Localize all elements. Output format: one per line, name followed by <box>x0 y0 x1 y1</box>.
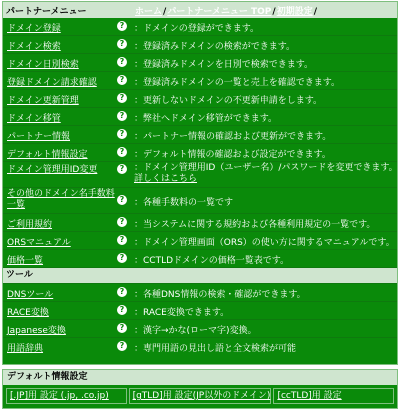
menu-desc: ：登録済みドメインの検索ができます。 <box>134 42 296 52</box>
default-info-link[interactable]: デフォルト情報設定 <box>7 150 88 160</box>
menu-row-ors-manual <box>3 232 397 250</box>
tool-desc: ：各種DNS情報の検索・確認ができます。 <box>134 290 306 300</box>
domain-register-link[interactable]: ドメイン登録 <box>7 24 61 34</box>
help-icon[interactable]: ? <box>117 341 127 351</box>
help-icon[interactable]: ? <box>117 93 127 103</box>
tools-section-title: ツール <box>3 268 397 284</box>
menu-row-domain-search <box>3 36 397 54</box>
partner-info-link[interactable]: パートナー情報 <box>7 132 71 142</box>
menu-desc: ：登録済みドメインを日別で検索できます。 <box>134 60 314 70</box>
menu-row-default-info <box>3 144 397 162</box>
ors-manual-link[interactable]: ORSマニュアル <box>7 238 71 248</box>
menu-row-terms <box>3 214 397 232</box>
help-icon[interactable]: ? <box>117 195 127 205</box>
menu-desc: ：CCTLDドメインの価格一覧表です。 <box>134 256 290 266</box>
menu-row-billing-check <box>3 72 397 90</box>
renewal-management-link[interactable]: ドメイン更新管理 <box>7 96 79 106</box>
help-icon[interactable]: ? <box>117 57 127 67</box>
race-convert-link[interactable]: RACE変換 <box>7 308 49 318</box>
japanese-convert-link[interactable]: Japanese変換 <box>7 326 66 336</box>
menu-desc: ：ドメイン管理画面（ORS）の使い方に関するマニュアルです。 <box>134 238 395 248</box>
help-icon[interactable]: ? <box>117 235 127 245</box>
menu-row-price-list <box>3 250 397 268</box>
menu-desc <box>134 163 398 185</box>
menu-row-renewal <box>3 90 397 108</box>
help-icon[interactable]: ? <box>117 21 127 31</box>
menu-desc: ：各種手数料の一覧です <box>134 198 234 208</box>
menu-row-domain-register <box>3 18 397 36</box>
tool-row-dns <box>3 284 397 302</box>
help-icon[interactable]: ? <box>117 147 127 157</box>
nav-initial-settings-link[interactable]: 初期設定 <box>276 7 313 17</box>
help-icon[interactable]: ? <box>117 39 127 49</box>
menu-desc: ：弊社へドメイン移管ができます。 <box>134 114 278 124</box>
glossary-link[interactable]: 用語辞典 <box>7 344 44 354</box>
partner-menu-panel <box>2 1 398 365</box>
menu-desc: ：デフォルト情報の確認および設定ができます。 <box>134 150 331 160</box>
default-settings-title: デフォルト情報設定 <box>3 370 397 385</box>
domain-daily-search-link[interactable]: ドメイン日別検索 <box>7 60 79 70</box>
help-icon[interactable]: ? <box>117 287 127 297</box>
nav-home-link[interactable]: ホーム <box>135 7 163 17</box>
menu-desc: ：登録済みドメインの一覧と売上を確認できます。 <box>134 78 341 88</box>
jp-settings-link[interactable]: [.JP]用 設定 (.jp, .co.jp) <box>6 388 127 404</box>
menu-row-fees <box>3 188 397 214</box>
help-icon[interactable]: ? <box>117 75 127 85</box>
menu-desc: ：更新しないドメインの不更新申請をします。 <box>134 96 323 106</box>
nav-partner-top-link[interactable]: パートナーメニュー TOP <box>167 7 272 17</box>
gtld-settings-link[interactable]: [gTLD]用 設定(JP以外のドメイン) <box>129 388 272 404</box>
default-settings-cells <box>3 385 397 407</box>
default-settings-panel <box>2 369 398 409</box>
partner-menu-header <box>3 2 397 18</box>
tool-row-japanese <box>3 320 397 338</box>
help-icon[interactable]: ? <box>117 305 127 315</box>
menu-row-partner-info <box>3 126 397 144</box>
tool-row-glossary <box>3 338 397 355</box>
dns-tool-link[interactable]: DNSツール <box>7 290 54 300</box>
tool-desc: ：漢字→かな(ローマ字)変換。 <box>134 326 257 336</box>
menu-desc: ：当システムに関する規約および各種利用規定の一覧です。 <box>134 220 376 230</box>
domain-transfer-link[interactable]: ドメイン移管 <box>7 114 61 124</box>
terms-link[interactable]: ご利用規約 <box>7 220 53 230</box>
menu-row-id-change <box>3 162 397 188</box>
help-icon[interactable]: ? <box>117 217 127 227</box>
domain-search-link[interactable]: ドメイン検索 <box>7 42 61 52</box>
billing-check-link[interactable]: 登録ドメイン請求確認 <box>7 78 97 88</box>
tool-desc: ：専門用語の見出し語と全文検索が可能 <box>134 344 297 354</box>
fees-list-link[interactable]: その他のドメイン名手数料一覧 <box>7 189 115 210</box>
help-icon[interactable]: ? <box>117 323 127 333</box>
id-change-desc: ：ドメイン管理用ID（ユーザー名）/パスワードを変更できます。 <box>134 163 398 173</box>
panel-title: パートナーメニュー <box>6 6 87 17</box>
help-icon[interactable]: ? <box>117 253 127 263</box>
tool-row-race <box>3 302 397 320</box>
help-icon[interactable]: ? <box>117 164 127 174</box>
menu-row-transfer <box>3 108 397 126</box>
price-list-link[interactable]: 価格一覧 <box>7 256 44 266</box>
id-change-link[interactable]: ドメイン管理用ID変更 <box>7 165 98 175</box>
cctld-settings-link[interactable]: [ccTLD]用 設定 <box>273 388 394 404</box>
menu-row-domain-daily-search <box>3 54 397 72</box>
menu-desc: ：パートナー情報の確認および更新ができます。 <box>134 132 332 142</box>
help-icon[interactable]: ? <box>117 129 127 139</box>
menu-desc: ：ドメインの登録ができます。 <box>134 24 260 34</box>
details-link[interactable]: 詳しくはこちら <box>134 174 198 184</box>
breadcrumb: ホーム/パートナーメニュー TOP/初期設定/ <box>135 7 317 17</box>
help-icon[interactable]: ? <box>117 111 127 121</box>
tool-desc: ：RACE変換できます。 <box>134 308 230 318</box>
